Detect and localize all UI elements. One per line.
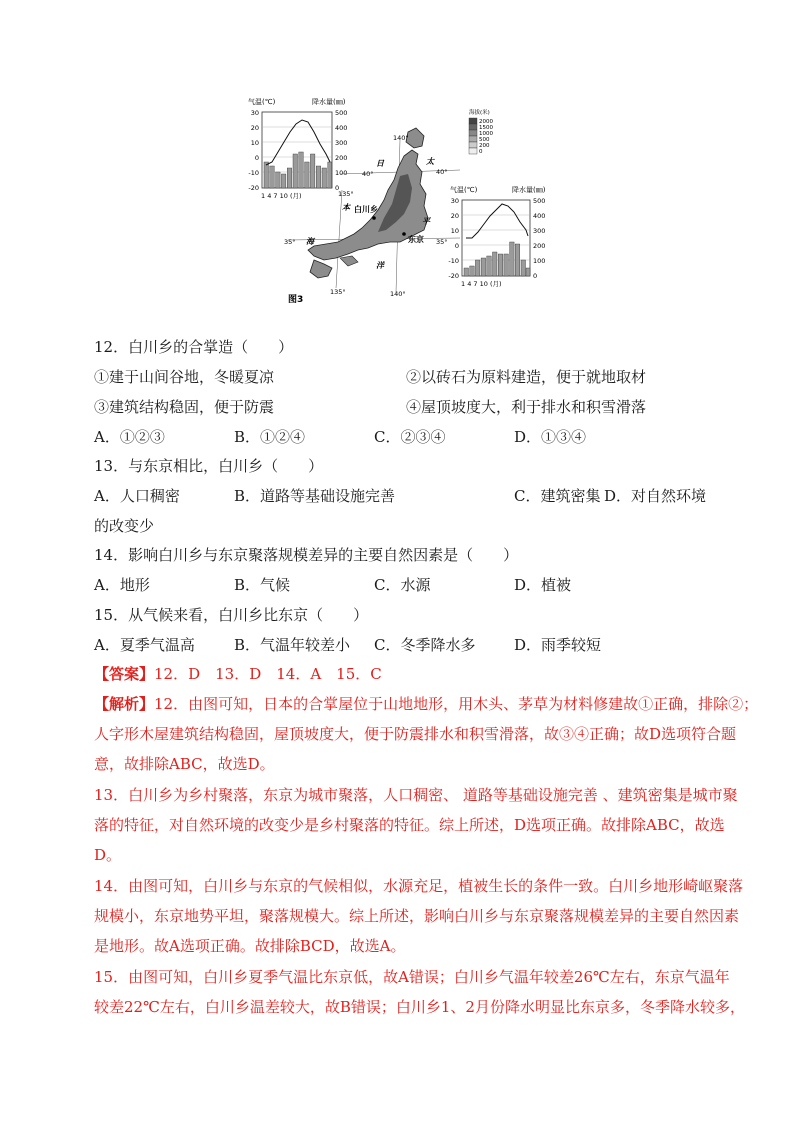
left-chart-temp-label: 气温(℃) <box>248 98 276 106</box>
left-chart-precip-bars <box>264 152 332 188</box>
svg-text:20: 20 <box>250 124 259 132</box>
lat-35-left: 35° <box>284 238 296 246</box>
question-12-option-d[interactable]: D．①③④ <box>514 428 587 446</box>
question-14-option-c[interactable]: C．水源 <box>374 576 431 594</box>
svg-text:海拔(米): 海拔(米) <box>469 110 490 116</box>
question-15-option-b[interactable]: B．气温年较差小 <box>234 636 351 654</box>
svg-text:200: 200 <box>335 154 348 162</box>
figure-caption: 图3 <box>288 295 304 304</box>
analysis-line-11: 较差22℃左右，白川乡温差较大，故B错误；白川乡1、2月份降水明显比东京多，冬季降水较多， <box>94 998 745 1016</box>
figure-map-and-climate-charts <box>228 92 558 304</box>
svg-text:0: 0 <box>479 149 483 155</box>
question-14-option-b[interactable]: B．气候 <box>234 576 291 594</box>
svg-text:500: 500 <box>533 197 546 205</box>
japan-map <box>284 128 460 298</box>
analysis-line-2: 人字形木屋建筑结构稳固，屋顶坡度大，便于防震排水和积雪滑落，故③④正确；故D选项符合题 <box>94 725 737 743</box>
svg-text:30: 30 <box>450 197 459 205</box>
map-label-ri: 日 <box>376 159 384 168</box>
analysis-line-1: 【解析】12．由图可知，日本的合掌屋位于山地地形，用木头、茅草为材料修建故①正确，排除②； <box>94 695 759 713</box>
question-13-option-a[interactable]: A．人口稠密 <box>94 487 180 505</box>
question-12-stem: 12．白川乡的合掌造（ ） <box>94 338 294 356</box>
lat-40-right: 40° <box>436 168 448 176</box>
lon-135-top: 135° <box>338 190 354 198</box>
svg-text:200: 200 <box>479 143 490 149</box>
analysis-line-10: 15．由图可知，白川乡夏季气温比东京低，故A错误；白川乡气温年较差26℃左右，东京气温年 <box>94 968 730 986</box>
svg-text:30: 30 <box>250 109 259 117</box>
question-12-option-c[interactable]: C．②③④ <box>374 428 446 446</box>
map-label-hai: 海 <box>306 237 314 246</box>
question-13-option-d-continued: 的改变少 <box>94 517 155 535</box>
svg-text:10: 10 <box>250 139 259 147</box>
map-label-ben: 本 <box>342 203 350 212</box>
question-12-statement-2: ②以砖石为原料建造，便于就地取材 <box>406 368 647 386</box>
question-15-stem: 15．从气候来看，白川乡比东京（ ） <box>94 606 369 624</box>
map-label-tai: 太 <box>426 157 434 166</box>
svg-text:100: 100 <box>335 169 348 177</box>
map-label-ping: 平 <box>422 217 430 226</box>
svg-text:20: 20 <box>450 212 459 220</box>
question-13-option-d[interactable]: D．对自然环境 <box>604 487 707 505</box>
right-chart-precip-ticks <box>533 197 545 280</box>
question-12-statement-1: ①建于山间谷地，冬暖夏凉 <box>94 368 275 386</box>
right-chart-temp-label: 气温(℃) <box>450 186 478 194</box>
right-chart-month-ticks: 1 4 7 10 (月) <box>461 280 502 288</box>
svg-text:200: 200 <box>533 242 546 250</box>
question-15-option-c[interactable]: C．冬季降水多 <box>374 636 476 654</box>
question-12-option-a[interactable]: A．①②③ <box>94 428 165 446</box>
left-chart-precip-ticks <box>335 109 347 192</box>
lat-40-left: 40° <box>362 170 374 178</box>
left-chart-temp-curve <box>266 120 330 165</box>
right-chart-temp-curve <box>466 204 528 238</box>
svg-text:100: 100 <box>533 257 546 265</box>
svg-text:-10: -10 <box>248 169 259 177</box>
answer-line <box>94 664 382 684</box>
svg-text:0: 0 <box>335 184 340 192</box>
climate-chart-tokyo <box>448 185 545 288</box>
left-chart-precip-label: 降水量(㎜) <box>312 98 346 106</box>
analysis-line-4: 13．白川乡为乡村聚落，东京为城市聚落，人口稠密、 道路等基础设施完善 、建筑密集是城市聚 <box>94 786 738 804</box>
svg-text:10: 10 <box>450 227 459 235</box>
svg-text:1500: 1500 <box>479 125 493 131</box>
svg-text:500: 500 <box>335 109 348 117</box>
question-12-option-b[interactable]: B．①②④ <box>234 428 306 446</box>
svg-text:400: 400 <box>335 124 348 132</box>
question-13-option-b[interactable]: B．道路等基础设施完善 <box>234 487 396 505</box>
analysis-line-8: 规模小，东京地势平坦，聚落规模大。综上所述，影响白川乡与东京聚落规模差异的主要自然因素 <box>94 907 740 925</box>
right-chart-precip-label: 降水量(㎜) <box>512 186 546 194</box>
svg-text:-20: -20 <box>248 184 259 192</box>
question-14-option-a[interactable]: A．地形 <box>94 576 150 594</box>
analysis-line-5: 落的特征，对自然环境的改变少是乡村聚落的特征。综上所述，D选项正确。故排除ABC，故选 <box>94 816 725 834</box>
svg-text:300: 300 <box>533 227 546 235</box>
lat-35-right: 35° <box>436 238 448 246</box>
analysis-line-3: 意，故排除ABC，故选D。 <box>94 755 275 773</box>
question-14-stem: 14．影响白川乡与东京聚落规模差异的主要自然因素是（ ） <box>94 546 519 564</box>
left-chart-month-ticks: 1 4 7 10 (月) <box>261 192 302 200</box>
svg-text:500: 500 <box>479 137 490 143</box>
lon-135-bottom: 135° <box>330 288 346 296</box>
question-12-statement-4: ④屋顶坡度大，利于排水和积雪滑落 <box>406 398 647 416</box>
answer-tag: 【答案】 <box>94 665 155 683</box>
svg-text:-20: -20 <box>448 272 459 280</box>
left-chart-temp-ticks <box>248 109 259 192</box>
altitude-legend <box>469 108 493 155</box>
right-chart-precip-bars <box>464 242 530 276</box>
map-label-yang: 洋 <box>376 261 384 270</box>
question-15-option-d[interactable]: D．雨季较短 <box>514 636 602 654</box>
question-12-statement-3: ③建筑结构稳固，便于防震 <box>94 398 275 416</box>
climate-chart-shirakawa <box>248 97 347 200</box>
question-13-option-c[interactable]: C．建筑密集 <box>514 487 601 505</box>
answer-text: 12．D 13．D 14．A 15．C <box>154 665 382 683</box>
map-label-shirakawa: 白川乡 <box>354 205 378 214</box>
analysis-line-6: D。 <box>94 846 122 864</box>
lon-140-top: 140° <box>393 134 409 142</box>
question-14-option-d[interactable]: D．植被 <box>514 576 572 594</box>
svg-text:0: 0 <box>454 242 459 250</box>
map-label-tokyo: 东京 <box>408 235 424 244</box>
lon-140-bottom: 140° <box>390 290 406 298</box>
question-13-stem: 13．与东京相比，白川乡（ ） <box>94 457 324 475</box>
analysis-line-7: 14．由图可知，白川乡与东京的气候相似，水源充足，植被生长的条件一致。白川乡地形崎岖聚落 <box>94 877 744 895</box>
svg-text:300: 300 <box>335 139 348 147</box>
analysis-tag: 【解析】 <box>94 695 155 713</box>
svg-text:400: 400 <box>533 212 546 220</box>
svg-text:-10: -10 <box>448 257 459 265</box>
right-chart-temp-ticks <box>448 197 459 280</box>
svg-text:0: 0 <box>533 272 538 280</box>
svg-text:2000: 2000 <box>479 119 493 125</box>
svg-text:1000: 1000 <box>479 131 493 137</box>
svg-text:0: 0 <box>254 154 259 162</box>
question-15-option-a[interactable]: A．夏季气温高 <box>94 636 195 654</box>
analysis-line-9: 是地形。故A选项正确。故排除BCD，故选A。 <box>94 937 406 955</box>
